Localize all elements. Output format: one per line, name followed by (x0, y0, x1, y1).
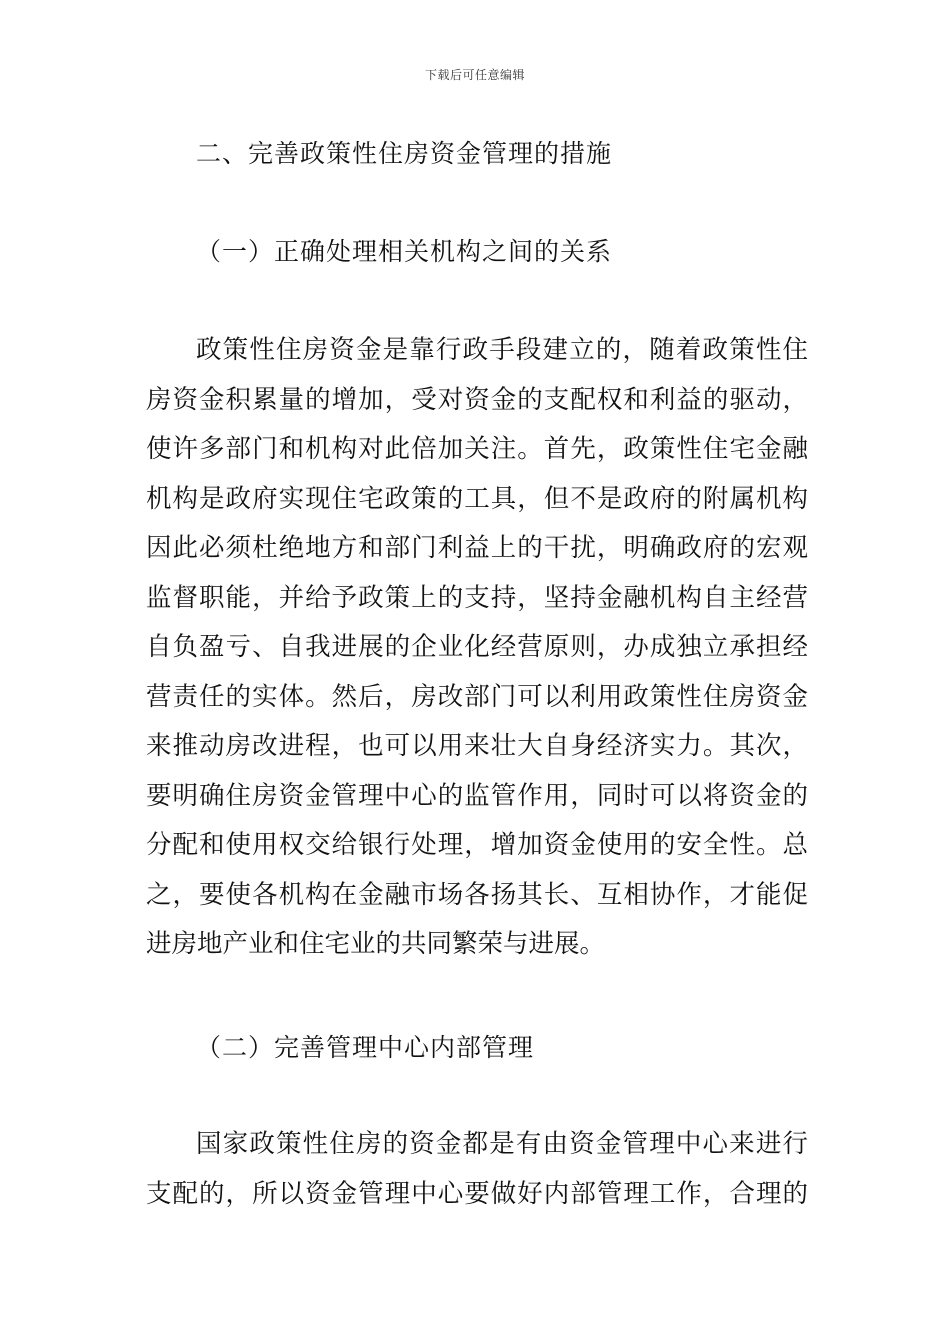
header-note: 下载后可任意编辑 (424, 68, 525, 82)
paragraph-line: 使许多部门和机构对此倍加关注。首先，政策性住宅金融 (146, 434, 808, 464)
paragraph-line: 分配和使用权交给银行处理，增加资金使用的安全性。总 (146, 830, 808, 860)
paragraph-line: 要明确住房资金管理中心的监管作用，同时可以将资金的 (146, 780, 808, 811)
paragraph-2 (146, 1120, 808, 1219)
subsection-heading-1: （一）正确处理相关机构之间的关系 (196, 237, 613, 266)
paragraph-line: 房资金积累量的增加，受对资金的支配权和利益的驱动， (146, 384, 808, 415)
paragraph-line: 进房地产业和住宅业的共同繁荣与进展。 (146, 929, 606, 959)
section-heading: 二、完善政策性住房资金管理的措施 (196, 139, 613, 168)
paragraph-line: 机构是政府实现住宅政策的工具，但不是政府的附属机构 (146, 483, 808, 514)
paragraph-1 (146, 326, 808, 970)
paragraph-line: 监督职能，并给予政策上的支持，坚持金融机构自主经营 (146, 582, 808, 613)
paragraph-line: 之，要使各机构在金融市场各扬其长、互相协作，才能促 (146, 879, 808, 910)
paragraph-line: 来推动房改进程，也可以用来壮大自身经济实力。其次， (146, 731, 808, 761)
paragraph-line: 政策性住房资金是靠行政手段建立的，随着政策性住 (196, 335, 808, 365)
paragraph-line: 支配的，所以资金管理中心要做好内部管理工作，合理的 (146, 1178, 808, 1209)
paragraph-line: 自负盈亏、自我进展的企业化经营原则，办成独立承担经 (146, 632, 808, 662)
subsection-heading-2: （二）完善管理中心内部管理 (196, 1033, 535, 1062)
paragraph-line: 营责任的实体。然后，房改部门可以利用政策性住房资金 (146, 681, 808, 712)
paragraph-line: 因此必须杜绝地方和部门利益上的干扰，明确政府的宏观 (146, 533, 808, 563)
paragraph-line: 国家政策性住房的资金都是有由资金管理中心来进行 (196, 1129, 808, 1159)
